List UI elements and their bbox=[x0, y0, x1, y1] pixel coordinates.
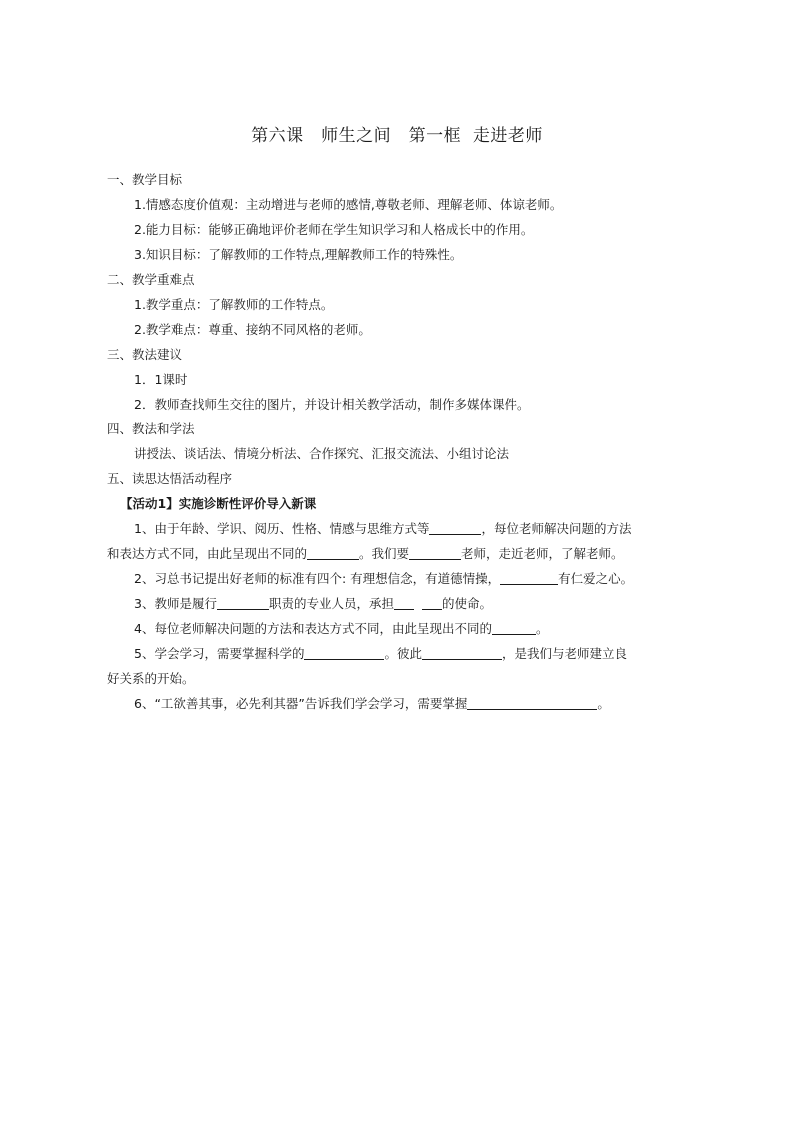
answer-blank bbox=[409, 547, 461, 560]
question-text: 1、由于年龄、学识、阅历、性格、情感与思维方式等 bbox=[134, 521, 430, 536]
suggestion-item: 2．教师查找师生交往的图片，并设计相关教学活动，制作多媒体课件。 bbox=[134, 397, 530, 412]
answer-blank bbox=[422, 647, 502, 660]
answer-blank bbox=[422, 597, 442, 610]
key-point-item: 2.教学难点：尊重、接纳不同风格的老师。 bbox=[134, 322, 371, 337]
question-text: ，每位老师解决问题的方法 bbox=[481, 521, 632, 536]
methods-text: 讲授法、谈话法、情境分析法、合作探究、汇报交流法、小组讨论法 bbox=[134, 446, 510, 461]
answer-blank bbox=[304, 647, 384, 660]
section-heading-activity-procedure: 五、读思达悟活动程序 bbox=[107, 471, 233, 486]
question-text: ，是我们与老师建立良 bbox=[501, 646, 627, 661]
question-text: 和表达方式不同，由此呈现出不同的 bbox=[107, 546, 308, 561]
objective-item: 3.知识目标：了解教师的工作特点,理解教师工作的特殊性。 bbox=[134, 247, 463, 262]
question-text: 的使命。 bbox=[441, 596, 492, 611]
objective-item: 1.情感态度价值观：主动增进与老师的感情,尊敬老师、理解老师、体谅老师。 bbox=[134, 197, 563, 212]
question-3 bbox=[134, 596, 492, 612]
answer-blank bbox=[492, 622, 536, 635]
section-heading-objectives: 一、教学目标 bbox=[107, 172, 183, 187]
key-point-item: 1.教学重点：了解教师的工作特点。 bbox=[134, 297, 334, 312]
question-text: 。我们要 bbox=[359, 546, 410, 561]
section-heading-key-points: 二、教学重难点 bbox=[107, 272, 195, 287]
suggestion-item: 1．1课时 bbox=[134, 372, 188, 387]
section-heading-methods: 四、教法和学法 bbox=[107, 421, 195, 436]
question-text: 老师，走近老师，了解老师。 bbox=[461, 546, 624, 561]
question-1-line-1 bbox=[134, 521, 631, 537]
question-1-line-2 bbox=[107, 546, 624, 562]
question-text: 4、每位老师解决问题的方法和表达方式不同，由此呈现出不同的 bbox=[134, 621, 492, 636]
question-text: 2、习总书记提出好老师的标准有四个: 有理想信念，有道德情操， bbox=[134, 571, 501, 586]
activity-title: 【活动1】实施诊断性评价导入新课 bbox=[120, 496, 317, 511]
question-6 bbox=[134, 696, 610, 712]
question-text: 。 bbox=[535, 621, 549, 636]
answer-blank bbox=[467, 697, 597, 710]
answer-blank bbox=[307, 547, 359, 560]
answer-blank bbox=[394, 597, 414, 610]
question-text: 6、“工欲善其事，必先利其器”告诉我们学会学习，需要掌握 bbox=[134, 696, 468, 711]
section-heading-method-suggestions: 三、教法建议 bbox=[107, 347, 183, 362]
question-text: 。彼此 bbox=[384, 646, 422, 661]
question-5-line-1 bbox=[134, 646, 627, 662]
question-text: 有仁爱之心。 bbox=[558, 571, 634, 586]
question-4 bbox=[134, 621, 548, 637]
answer-blank bbox=[500, 572, 558, 585]
question-5-line-2: 好关系的开始。 bbox=[107, 671, 195, 686]
question-text: 职责的专业人员，承担 bbox=[268, 596, 394, 611]
question-2 bbox=[134, 571, 633, 587]
question-text: 3、教师是履行 bbox=[134, 596, 217, 611]
question-text: 5、学会学习，需要掌握科学的 bbox=[134, 646, 305, 661]
page-title: 第六课 师生之间 第一框 走进老师 bbox=[251, 126, 543, 146]
answer-blank bbox=[217, 597, 269, 610]
answer-blank bbox=[429, 522, 481, 535]
question-text: 。 bbox=[597, 696, 610, 711]
objective-item: 2.能力目标：能够正确地评价老师在学生知识学习和人格成长中的作用。 bbox=[134, 222, 534, 237]
